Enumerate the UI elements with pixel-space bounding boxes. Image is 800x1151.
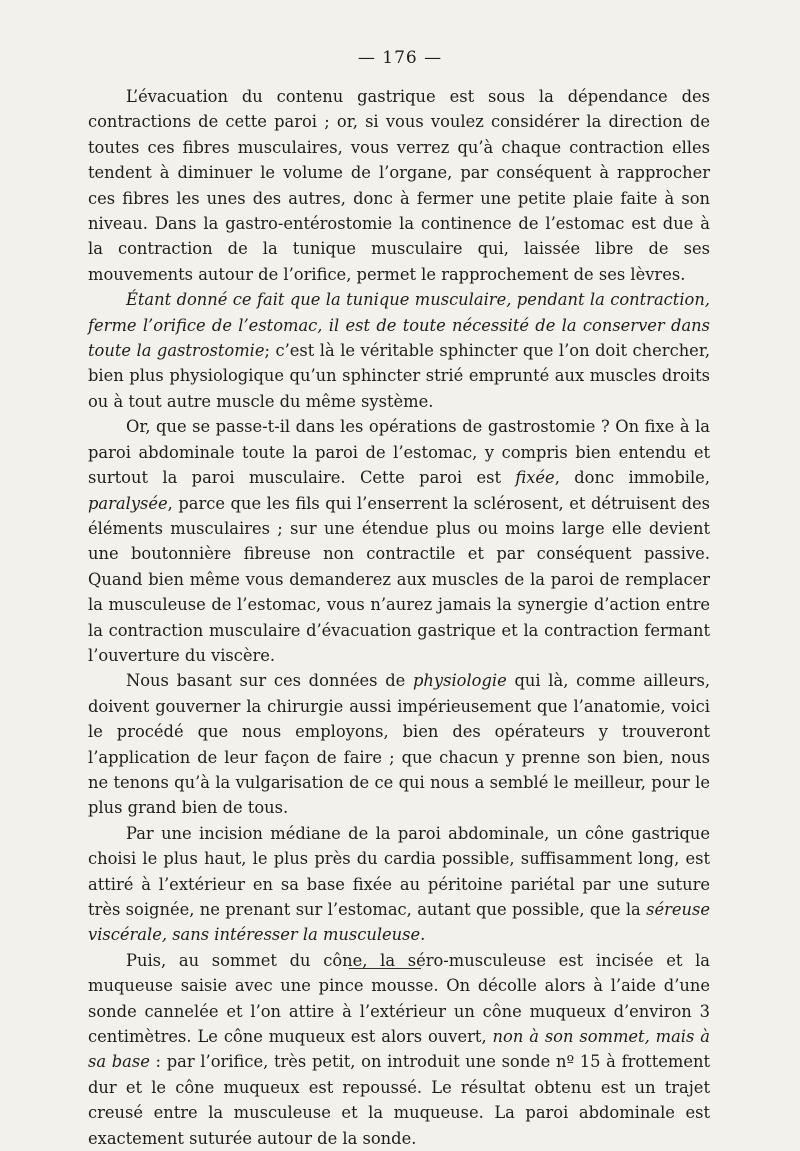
paragraph-2 — [88, 287, 710, 414]
italic-text-run: physiologie — [413, 671, 507, 691]
page-number: — 176 — — [357, 48, 443, 68]
italic-text-run: fixée — [515, 468, 555, 488]
end-rule — [349, 968, 421, 969]
paragraph-4 — [88, 668, 710, 820]
paragraph-5 — [88, 821, 710, 948]
italic-text-run: paralysée — [88, 493, 168, 513]
text-run: Or, que se passe-t-il dans les opérations de gastrostomie ? On fixe à la paroi abdominale toute la paroi de l’estomac, y compris bien entendu et surtout la paroi musculaire. Cette paroi est — [88, 417, 710, 488]
text-run: qui là, comme ailleurs, doivent gouverner la chirurgie aussi impérieusement que l’anatomie, voici le procédé que nous employons, bien des opérateurs y trouveront l’application de leur façon de faire ; que chacun y prenne son bien, nous ne tenons qu’à la vulgarisation de ce qui nous a semblé le meilleur, pour le plus grand bien de tous. — [88, 671, 710, 818]
paragraph-1 — [88, 84, 710, 287]
paragraph-6 — [88, 948, 710, 1151]
italic-text-run: séreuse viscérale, sans intéresser la musculeuse — [88, 900, 710, 945]
italic-text-run: non à son sommet, mais à sa base — [88, 1027, 710, 1072]
italic-text-run: Étant donné ce fait que la tunique musculaire, pendant la contraction, ferme l’orifice de l’estomac, il est de toute nécessité de la conserver dans toute la gastrostomie — [88, 290, 710, 361]
text-run: , donc immobile, — [554, 468, 710, 488]
text-run: , parce que les fils qui l’enserrent la sclérosent, et détruisent des éléments musculaires ; sur une étendue plus ou moins large elle devient une boutonnière fibreuse non contractile et par conséquent passive. Quand bien même vous demanderez aux muscles de la paroi de remplacer la musculeuse de l’estomac, vous n’aurez jamais la synergie d’action entre la contraction musculaire d’évacuation gastrique et la contraction fermant l’ouverture du viscère. — [88, 493, 710, 665]
text-run: L’évacuation du contenu gastrique est sous la dépendance des contractions de cette paroi ; or, si vous voulez considérer la direction de toutes ces fibres musculaires, vous verrez qu’à chaque contraction elles tendent à diminuer le volume de l’organe, par conséquent à rapprocher ces fibres les unes des autres, donc à fermer une petite plaie faite à son niveau. Dans la gastro-entérostomie la continence de l’estomac est due à la contraction de la tunique musculaire qui, laissée libre de ses mouvements autour de l’orifice, permet le rapprochement de ses lèvres. — [88, 87, 710, 284]
text-run: : par l’orifice, très petit, on introduit une sonde nº 15 à frottement dur et le cône muqueux est repoussé. Le résultat obtenu est un trajet creusé entre la musculeuse et la muqueuse. La paroi abdominale est exactement suturée autour de la sonde. — [88, 1052, 711, 1148]
text-run: ; c’est là le véritable sphincter que l’on doit chercher, bien plus physiologique qu’un sphincter strié emprunté aux muscles droits ou à tout autre muscle du même système. — [88, 341, 710, 411]
body-text — [88, 84, 710, 1151]
text-run: Par une incision médiane de la paroi abdominale, un cône gastrique choisi le plus haut, le plus près du cardia possible, suffisamment long, est attiré à l’extérieur en sa base fixée au péritoine pariétal par une suture très soignée, ne prenant sur l’estomac, autant que possible, que la — [88, 823, 710, 919]
text-run: Puis, au sommet du cône, la séro-musculeuse est incisée et la muqueuse saisie avec une pince mousse. On décolle alors à l’aide d’une sonde cannelée et l’on attire à l’extérieur un cône muqueux d’environ 3 centimètres. Le cône muqueux est alors ouvert, — [88, 950, 710, 1047]
paragraph-3 — [88, 414, 710, 668]
text-run: Nous basant sur ces données de — [126, 671, 413, 691]
text-run: . — [420, 925, 426, 945]
